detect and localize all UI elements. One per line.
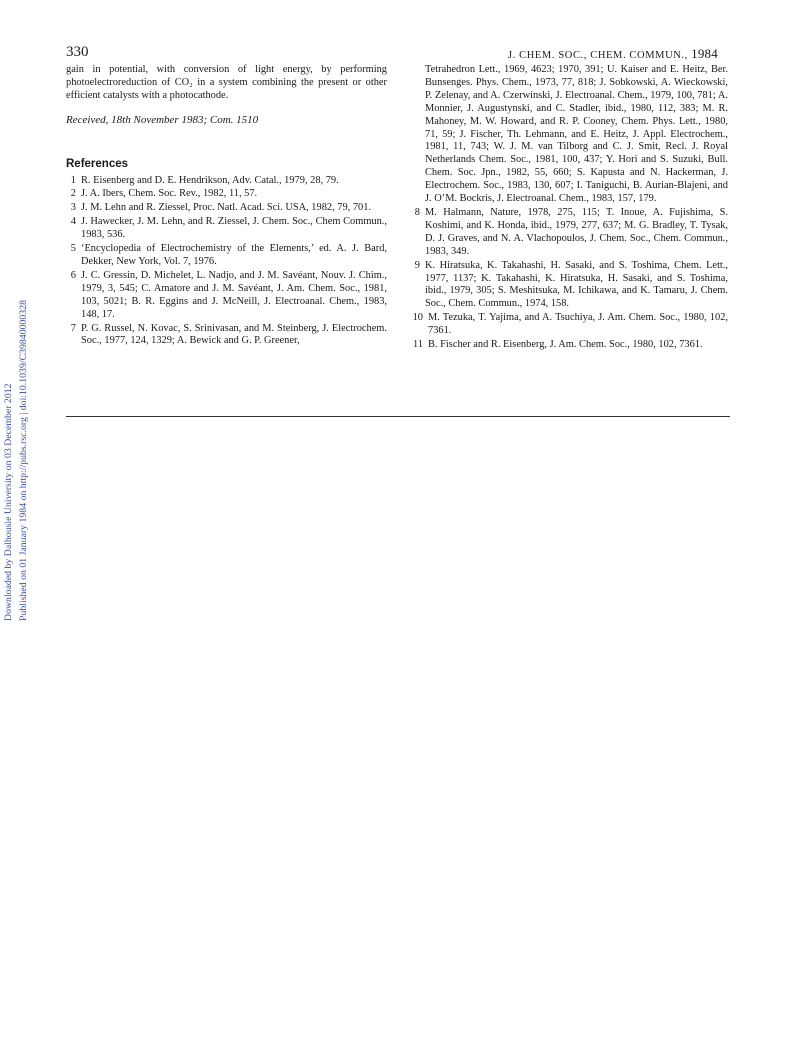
reference-item	[410, 312, 728, 338]
publication-notice[interactable]: Published on 01 January 1984 on http://pubs.rsc.org | doi:10.1039/C39840000328	[18, 300, 29, 621]
reference-text: ‘Encyclopedia of Electrochemistry of the Elements,’ ed. A. J. Bard, Dekker, New York, Vol. 7, 1976.	[81, 243, 387, 267]
reference-number: 1	[70, 174, 76, 186]
page-divider	[66, 416, 730, 417]
reference-number: 4	[70, 216, 76, 228]
reference-number: 2	[70, 188, 76, 200]
reference-number: 9	[414, 259, 420, 271]
reference-item	[66, 175, 387, 188]
reference-text: J. A. Ibers, Chem. Soc. Rev., 1982, 11, 57.	[81, 188, 258, 200]
left-column	[66, 64, 387, 349]
download-notice[interactable]: Downloaded by Dalhousie University on 03 December 2012	[3, 383, 14, 621]
reference-number: 3	[70, 202, 76, 214]
reference-number: 6	[70, 269, 76, 281]
intro-paragraph: gain in potential, with conversion of light energy, by performing photoelectroreduction of CO₂ in a system combining the present or other efficient catalysts with a photocathode.	[66, 64, 387, 101]
reference-item	[410, 339, 728, 352]
reference-text: J. M. Lehn and R. Ziessel, Proc. Natl. Acad. Sci. USA, 1982, 79, 701.	[81, 202, 372, 214]
reference-list	[66, 175, 387, 349]
reference-number: 5	[70, 243, 76, 255]
reference-item	[66, 243, 387, 269]
journal-year: 1984	[691, 46, 718, 61]
reference-text: R. Eisenberg and D. E. Hendrikson, Adv. Catal., 1979, 28, 79.	[81, 174, 339, 186]
reference-item	[66, 202, 387, 215]
reference-number: 7	[70, 322, 76, 334]
reference-text: J. Hawecker, J. M. Lehn, and R. Ziessel, J. Chem. Soc., Chem Commun., 1983, 536.	[81, 216, 387, 241]
reference-continuation	[410, 64, 728, 206]
page-number: 330	[66, 44, 89, 60]
reference-item	[410, 260, 728, 312]
reference-text: Tetrahedron Lett., 1969, 4623; 1970, 391; U. Kaiser and E. Heitz, Ber. Bunsenges. Phys. Chem., 1973, 77, 818; J. Sobkowski, A. Wieckowski, P. Zelenay, and A. Czerwinski, J. Electroanal. Chem., 1979, 100, 781; A. Monnier, J. Augustynski, and C. Stadler, ibid., 1980, 112, 383; M. R. Mahoney, M. W. Howard, and R. P. Cooney, Chem. Phys. Lett., 1980, 71, 59; J. Fischer, Th. Lehmann, and E. Heitz, J. Appl. Electrochem., 1981, 11, 743; W. J. M. van Tilborg and C. J. Smit, Recl. J. Royal Netherlands Chem. Soc., 1981, 100, 437; Y. Hori and S. Suzuki, Bull. Chem. Soc. Jpn., 1982, 55, 660; S. Kapusta and N. Hackerman, J. Electrochem. Soc., 1983, 130, 607; I. Taniguchi, B. Aurian-Blajeni, and J. O’M. Bockris, J. Electroanal. Chem., 1983, 157, 179.	[425, 64, 728, 205]
right-column	[410, 64, 728, 353]
reference-list-continued	[410, 64, 728, 352]
reference-number: 11	[412, 339, 423, 351]
reference-number: 10	[412, 312, 423, 324]
reference-text: P. G. Russel, N. Kovac, S. Srinivasan, and M. Steinberg, J. Electrochem. Soc., 1977, 124, 1329; A. Bewick and G. P. Greener,	[81, 322, 387, 347]
reference-text: K. Hiratsuka, K. Takahashi, H. Sasaki, and S. Toshima, Chem. Lett., 1977, 1137; K. Takahashi, K. Hiratsuka, H. Sasaki, and S. Toshima, ibid., 1979, 305; S. Meshitsuka, M. Ichikawa, and K. Tamaru, J. Chem. Soc., Chem. Commun., 1974, 158.	[425, 259, 728, 310]
reference-item	[66, 216, 387, 242]
journal-title: J. CHEM. SOC., CHEM. COMMUN.,	[508, 50, 688, 61]
reference-text: J. C. Gressin, D. Michelet, L. Nadjo, and J. M. Savéant, Nouv. J. Chim., 1979, 3, 545; C. Amatore and J. M. Savéant, J. Am. Chem. Soc., 1981, 103, 5021; B. R. Eggins and J. McNeill, J. Electroanal. Chem., 1983, 148, 17.	[81, 269, 387, 320]
reference-text: M. Halmann, Nature, 1978, 275, 115; T. Inoue, A. Fujishima, S. Koshimi, and K. Honda, ibid., 1979, 277, 637; M. G. Bradley, T. Tysak, D. J. Graves, and N. A. Vlachopoulos, J. Chem. Soc., Chem. Commun., 1983, 349.	[425, 206, 728, 257]
journal-header	[508, 46, 718, 62]
reference-text: M. Tezuka, T. Yajima, and A. Tsuchiya, J. Am. Chem. Soc., 1980, 102, 7361.	[428, 312, 728, 337]
reference-item	[66, 270, 387, 322]
reference-item	[66, 188, 387, 201]
references-heading: References	[66, 157, 129, 170]
received-line: Received, 18th November 1983; Com. 1510	[66, 113, 259, 126]
reference-item	[410, 207, 728, 259]
reference-text: B. Fischer and R. Eisenberg, J. Am. Chem. Soc., 1980, 102, 7361.	[428, 339, 703, 351]
reference-number: 8	[414, 206, 420, 218]
reference-item	[66, 323, 387, 349]
